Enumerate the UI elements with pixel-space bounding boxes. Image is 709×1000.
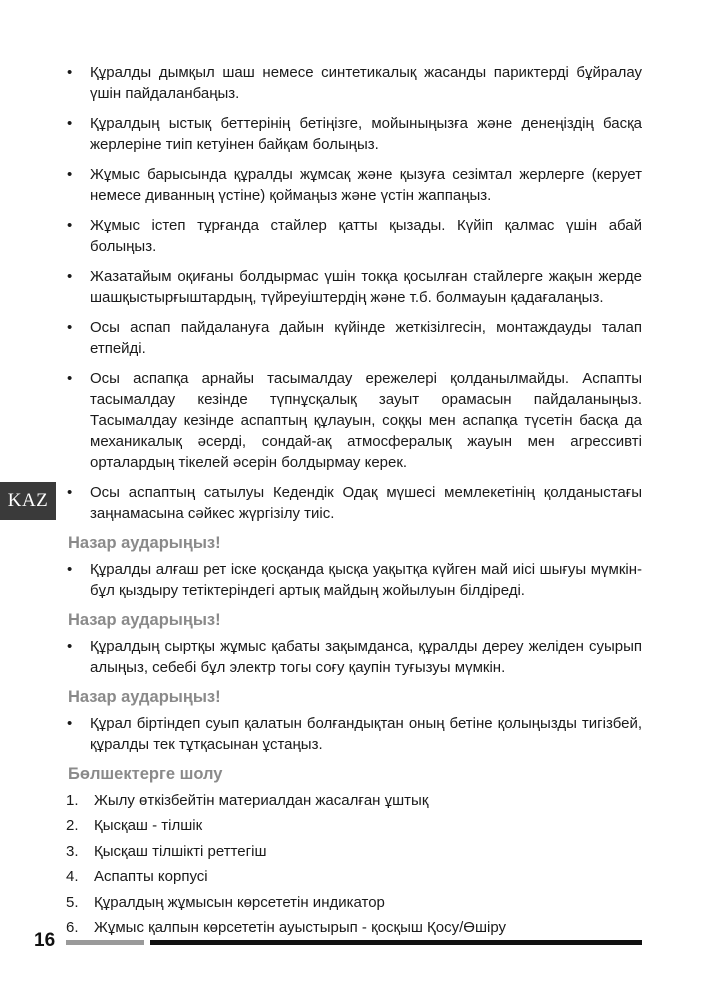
list-item: • Жазатайым оқиғаны болдырмас үшін токқа қосылған стайлерге жақын жерде шашқыстырғыштардың, түйреуіштердің және т.б. болмауын қадағалаңыз. — [67, 268, 642, 306]
bullet-icon: • — [67, 115, 73, 132]
bullet-icon: • — [67, 484, 73, 501]
list-item: • Құралдың сыртқы жұмыс қабаты зақымданса, құралды дереу желіден суырып алыңыз, себебі бұл электр тогы соғу қаупін туғызуы мүмкін. — [67, 638, 642, 676]
bullet-icon: • — [67, 715, 73, 732]
list-item: 5. Құралдың жұмысын көрсететін индикатор — [66, 893, 385, 911]
bullet-icon: • — [67, 268, 73, 285]
bullet-icon: • — [67, 217, 73, 234]
safety-bullet-list — [66, 62, 642, 524]
list-item: 2. Қысқаш - тілшік — [66, 817, 203, 835]
list-item: • Осы аспаптың сатылуы Кедендік Одақ мүшесі мемлекетінің қолданыстағы заңнамасына сәйкес жүргізілу тиіс. — [67, 484, 642, 522]
attention-list — [66, 636, 642, 678]
list-item: 6. Жұмыс қалпын көрсететін ауыстырып - қосқыш Қосу/Өшіру — [66, 918, 507, 936]
footer-divider-grey — [66, 940, 144, 945]
bullet-icon: • — [67, 166, 73, 183]
list-item: • Құралды дымқыл шаш немесе синтетикалық жасанды париктерді бұйралау үшін пайдаланбаңыз. — [67, 64, 642, 102]
bullet-icon: • — [67, 370, 73, 387]
list-item: • Құрал біртіндеп суып қалатын болғандықтан оның бетіне қолыңызды тигізбей, құралды тек тұтқасынан ұстаңыз. — [67, 715, 642, 753]
parts-list — [66, 790, 642, 938]
list-item: • Осы аспап пайдалануға дайын күйінде жеткізілгесін, монтаждауды талап етпейді. — [67, 319, 642, 357]
footer-divider-black — [150, 940, 642, 945]
language-tab: KAZ — [0, 482, 56, 520]
parts-overview-heading: Бөлшектерге шолу — [68, 765, 223, 783]
list-item: • Құралды алғаш рет іске қосқанда қысқа уақытқа күйген май иісі шығуы мүмкін- бұл қыздыру тетіктеріндегі артық майдың жойылуын білдіреді. — [67, 561, 642, 599]
bullet-icon: • — [67, 638, 73, 655]
page-content — [66, 62, 642, 942]
list-item: • Жұмыс істеп тұрғанда стайлер қатты қызады. Күйіп қалмас үшін абай болыңыз. — [67, 217, 642, 255]
attention-heading: Назар аударыңыз! — [68, 688, 221, 706]
bullet-icon: • — [67, 64, 73, 81]
list-item: • Осы аспапқа арнайы тасымалдау ережелері қолданылмайды. Аспапты тасымалдау кезінде түпнұсқалық зауыт орамасын пайдаланыңыз. Тасымалдау кезінде аспаптың құлауын, соққы мен аспапқа түсетін басқа да механикалық әсерді, сондай-ақ атмосфералық жауын мен агрессивті орталардың тікелей әсерін болдырмау керек. — [67, 370, 642, 471]
attention-list — [66, 713, 642, 755]
list-item: 4. Аспапты корпусі — [66, 868, 208, 886]
attention-list — [66, 559, 642, 601]
list-item: 1. Жылу өткізбейтін материалдан жасалған ұштық — [66, 792, 429, 809]
list-item: • Құралдың ыстық беттерінің бетіңізге, мойыныңызға және денеңіздің басқа жерлеріне тиіп кетуінен байқам болыңыз. — [67, 115, 642, 153]
bullet-icon: • — [67, 561, 73, 578]
page-number: 16 — [34, 930, 56, 951]
attention-heading: Назар аударыңыз! — [68, 611, 221, 629]
list-item: • Жұмыс барысында құралды жұмсақ және қызуға сезімтал жерлерге (керует немесе диванның үстіне) қоймаңыз және үстін жаппаңыз. — [67, 166, 642, 204]
bullet-icon: • — [67, 319, 73, 336]
attention-heading: Назар аударыңыз! — [68, 534, 221, 552]
list-item: 3. Қысқаш тілшікті реттегіш — [66, 842, 267, 860]
